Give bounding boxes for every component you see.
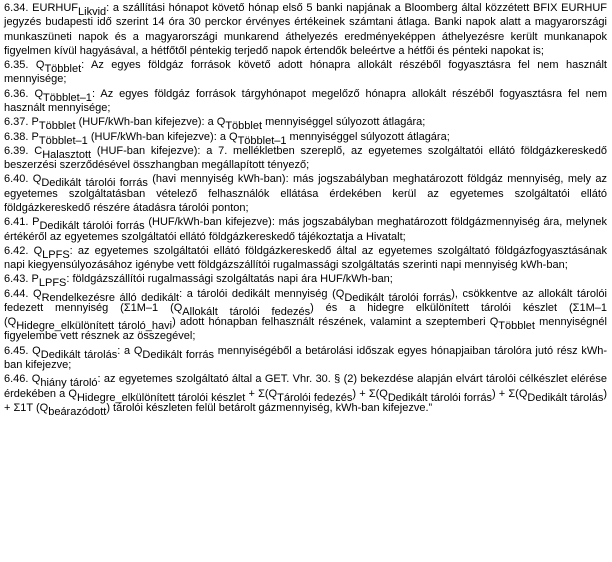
text-run: (HUF/kWh-ban kifejezve): a Q [87, 130, 238, 143]
text-run: 6.34. EURHUF [4, 2, 79, 14]
subscript: Dedikált tárolás [527, 391, 604, 404]
text-run: ) + Σ1T (Q [4, 387, 607, 414]
text-run: 6.44. Q [4, 287, 42, 300]
definition-item-6-45 [4, 344, 607, 373]
text-run: 6.42. Q [4, 244, 43, 257]
definition-item-6-43 [4, 272, 607, 290]
definition-item-6-34 [4, 1, 607, 58]
subscript: Dedikált forrás [142, 348, 214, 361]
text-run: (HUF/kWh-ban kifejezve): más jogszabályban meghatározott földgázmennyiség ára, melynek értékéről az egyetemes szolgáltatói ellátó földgázkereskedő tájékoztatja a Hivatalt; [4, 216, 607, 243]
subscript: Dedikált tárolói forrás [344, 291, 452, 304]
text-run: (HUF-ban kifejezve): a 7. mellékletben szereplő, az egyetemes szolgáltatói ellátó földgázkereskedő beszerzési szerződésével összhangban megállapított tényező; [4, 144, 607, 172]
definition-item-6-41 [4, 215, 607, 244]
subscript: Többlet–1 [43, 91, 92, 104]
definition-item-6-36 [4, 87, 607, 116]
text-run: mennyiségnél figyelembe vett résznek az összegével; [4, 316, 607, 343]
text-run: : Az egyes földgáz források követő adott hónapra allokált részéből fogyasztásra fel nem használt mennyisége; [4, 59, 607, 86]
text-run: 6.45. Q [4, 344, 41, 357]
subscript: Többlet [44, 63, 82, 76]
text-run: ) + Σ(Q [352, 387, 388, 400]
text-run: 6.36. Q [4, 87, 43, 100]
text-run: 6.40. Q [4, 173, 42, 186]
subscript: Tárolói fedezés [277, 391, 353, 404]
subscript: Többlet [498, 320, 535, 333]
text-run: 6.38. P [4, 130, 39, 143]
definition-item-6-42 [4, 244, 607, 273]
subscript: Halasztott [42, 148, 92, 161]
subscript: Likvid [78, 6, 107, 18]
text-run: : az egyetemes szolgáltatói ellátó földgázkereskedő által az egyetemes szolgáltató földgázfogyasztásának napi kiegyensúlyozásához igénybe vett földgázszállítói rugalmassági szolgáltatás szerinti napi mennyiség kWh-ban; [4, 244, 608, 272]
subscript: Hidegre_elkülönített tárolói készlet [76, 391, 246, 404]
text-run: 6.35. Q [4, 59, 45, 72]
definition-item-6-37 [4, 115, 607, 133]
text-run: (HUF/kWh-ban kifejezve): a Q [75, 116, 226, 129]
text-run: : a tárolói dedikált mennyiség (Q [179, 287, 345, 300]
text-run: : a Q [117, 344, 143, 357]
subscript: Többlet [225, 120, 263, 133]
subscript: Dedikált tárolói forrás [387, 391, 492, 404]
definition-item-6-38 [4, 130, 607, 147]
text-run: 6.46. Q [4, 373, 41, 386]
text-run: mennyiséggel súlyozott átlagára; [286, 130, 450, 143]
subscript: Hidegre_elkülönített tároló_havi [16, 320, 173, 333]
text-run: mennyiségéből a betárolási időszak egyes hónapjaiban tárolóra jutó rész kWh-ban kifejezve; [4, 344, 608, 372]
subscript: beárazódott [48, 405, 107, 418]
definition-item-6-40 [4, 172, 607, 215]
text-run: ) tárolói készleten felül betárolt gázmennyiség, kWh-ban kifejezve.” [106, 401, 433, 414]
text-run: mennyiséggel súlyozott átlagára; [262, 116, 426, 129]
definition-item-6-46 [4, 372, 607, 418]
text-run: ) adott hónapban felhasznált részének, valamint a szeptemberi Q [172, 316, 499, 329]
subscript: Dedikált tárolói forrás [39, 220, 145, 233]
text-run: ), csökkentve az allokált tárolói fedezett mennyiség (Σ1M–1 (Q [4, 287, 607, 314]
text-run: : földgázszállítói rugalmassági szolgáltatás napi ára HUF/kWh-ban; [66, 273, 393, 286]
text-run: 6.37. P [4, 116, 39, 129]
subscript: Többlet [38, 120, 76, 133]
text-run: 6.41. P [4, 216, 40, 229]
text-run: : a szállítási hónapot követő hónap első 5 banki napjának a Bloomberg által közzétett BFIX EURHUF jegyzés budapesti idő szerint 14 óra 30 perckor érvényes értékeinek számtani átlaga. Banki napok alatt a magyarországi munkaszüneti napok és a magyarországi munkarend áthelyezés eredményeképpen áthelyezésre került munkanapok figyelmen kívül hagyásával, a hétfőtől péntekig terjedő napok értendők beleértve a hétfői és pénteki napokat is; [4, 2, 607, 57]
subscript: Dedikált tárolás [40, 348, 118, 361]
definition-item-6-44 [4, 287, 607, 344]
subscript: Rendelkezésre álló dedikált [41, 291, 180, 304]
definition-item-6-39 [4, 144, 607, 173]
subscript: Allokált tárolói fedezés [182, 305, 311, 318]
text-run: 6.39. C [4, 144, 43, 157]
subscript: LPFS [38, 277, 67, 290]
subscript: Többlet–1 [38, 134, 88, 147]
text-run: 6.43. P [4, 273, 39, 286]
text-run: + Σ(Q [245, 387, 278, 400]
text-run: : az egyetemes szolgáltató által a GET. Vhr. 30. § (2) bekezdése alapján elvárt tárolói célkészlet elérése érdekében a Q [4, 373, 607, 400]
subscript: LPFS [42, 248, 70, 261]
text-run: ) és a hidegre elkülönített tárolói készlet (Σ1M–1 (Q [4, 301, 607, 329]
subscript: Többlet–1 [237, 134, 287, 147]
subscript: Dedikált tárolói forrás [41, 177, 148, 190]
definition-item-6-35 [4, 58, 607, 87]
text-run: (havi mennyiség kWh-ban): más jogszabályban meghatározott földgáz mennyiség, mely az egyetemes szolgáltatásban vételező felhasználók ellátása érdekében kerül az egyetemes szolgáltatói ellátó földgázkereskedő részére átadásra tárolói ponton; [4, 173, 607, 214]
text-run: : Az egyes földgáz források tárgyhónapot megelőző hónapra allokált részéből fogyasztásra fel nem használt mennyisége; [4, 87, 607, 114]
subscript: hiány tároló [40, 377, 98, 390]
text-run: ) + Σ(Q [491, 387, 528, 400]
